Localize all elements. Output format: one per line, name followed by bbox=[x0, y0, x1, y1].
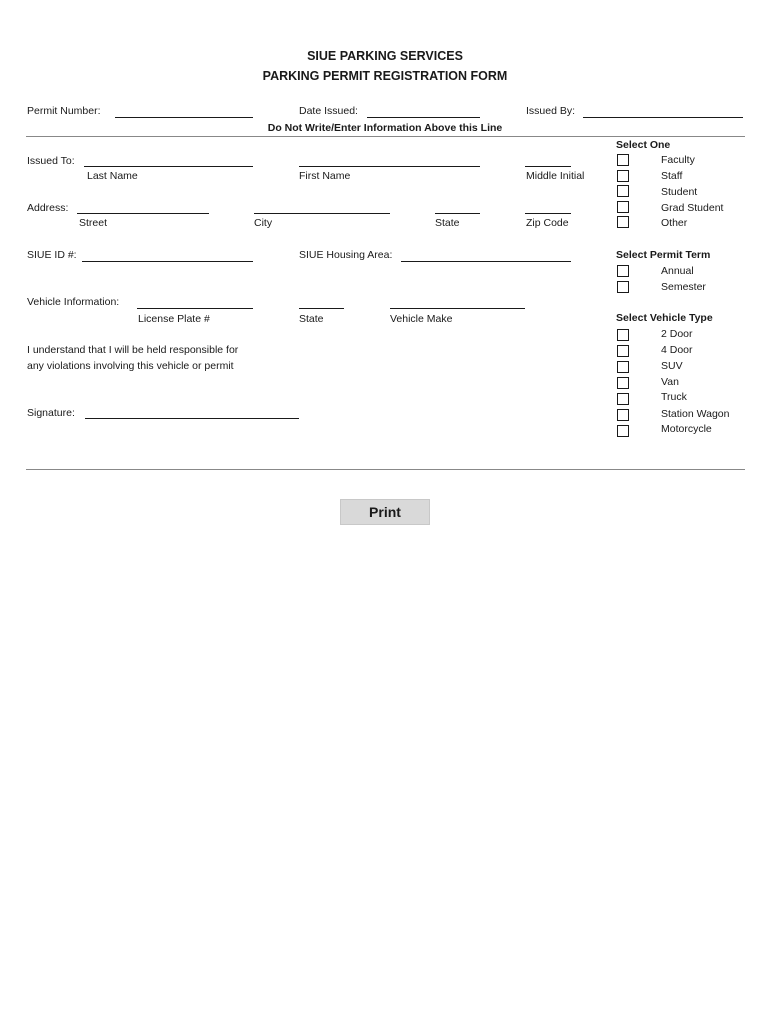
office-use-notice: Do Not Write/Enter Information Above this Line bbox=[267, 122, 503, 134]
date-issued-field[interactable] bbox=[367, 117, 480, 118]
permit-term-heading: Select Permit Term bbox=[616, 249, 711, 261]
issued-by-field[interactable] bbox=[583, 117, 743, 118]
last-name-caption: Last Name bbox=[87, 170, 138, 182]
van-option-label: Van bbox=[661, 376, 679, 388]
org-title: SIUE PARKING SERVICES bbox=[307, 49, 463, 63]
siue-id-field[interactable] bbox=[82, 261, 253, 262]
suv-checkbox[interactable] bbox=[617, 361, 629, 373]
semester-option-label: Semester bbox=[661, 281, 706, 293]
vehicle-info-label: Vehicle Information: bbox=[27, 296, 120, 308]
two-door-checkbox[interactable] bbox=[617, 329, 629, 341]
form-title: PARKING PERMIT REGISTRATION FORM bbox=[262, 69, 508, 83]
annual-checkbox[interactable] bbox=[617, 265, 629, 277]
truck-checkbox[interactable] bbox=[617, 393, 629, 405]
station-wagon-checkbox[interactable] bbox=[617, 409, 629, 421]
grad-student-checkbox[interactable] bbox=[617, 201, 629, 213]
agreement-line-1: I understand that I will be held responsible for bbox=[27, 344, 239, 356]
student-option-label: Student bbox=[661, 186, 698, 198]
address-label: Address: bbox=[27, 202, 69, 214]
annual-option-label: Annual bbox=[661, 265, 694, 277]
vehicle-state-caption: State bbox=[299, 313, 324, 325]
siue-id-label: SIUE ID #: bbox=[27, 249, 77, 261]
state-caption: State bbox=[435, 217, 460, 229]
van-checkbox[interactable] bbox=[617, 377, 629, 389]
truck-option-label: Truck bbox=[661, 391, 687, 403]
first-name-caption: First Name bbox=[299, 170, 351, 182]
city-field[interactable] bbox=[254, 213, 390, 214]
staff-checkbox[interactable] bbox=[617, 170, 629, 182]
four-door-checkbox[interactable] bbox=[617, 345, 629, 357]
suv-option-label: SUV bbox=[661, 360, 683, 372]
semester-checkbox[interactable] bbox=[617, 281, 629, 293]
state-field[interactable] bbox=[435, 213, 480, 214]
license-plate-caption: License Plate # bbox=[138, 313, 210, 325]
date-issued-label: Date Issued: bbox=[299, 105, 358, 117]
select-one-heading: Select One bbox=[616, 139, 671, 151]
housing-area-label: SIUE Housing Area: bbox=[299, 249, 393, 261]
zip-caption: Zip Code bbox=[526, 217, 569, 229]
agreement-line-2: any violations involving this vehicle or permit bbox=[27, 360, 234, 372]
housing-area-field[interactable] bbox=[401, 261, 571, 262]
faculty-checkbox[interactable] bbox=[617, 154, 629, 166]
last-name-field[interactable] bbox=[84, 166, 253, 167]
bottom-divider bbox=[26, 469, 745, 470]
signature-field[interactable] bbox=[85, 418, 299, 419]
zip-field[interactable] bbox=[525, 213, 571, 214]
grad-student-option-label: Grad Student bbox=[661, 202, 724, 214]
staff-option-label: Staff bbox=[661, 170, 683, 182]
street-field[interactable] bbox=[77, 213, 209, 214]
permit-number-field[interactable] bbox=[115, 117, 253, 118]
station-wagon-option-label: Station Wagon bbox=[661, 408, 730, 420]
other-option-label: Other bbox=[661, 217, 688, 229]
motorcycle-option-label: Motorcycle bbox=[661, 423, 712, 435]
vehicle-type-heading: Select Vehicle Type bbox=[616, 312, 713, 324]
issued-to-label: Issued To: bbox=[27, 155, 75, 167]
vehicle-state-field[interactable] bbox=[299, 308, 344, 309]
license-plate-field[interactable] bbox=[137, 308, 253, 309]
print-button[interactable]: Print bbox=[340, 499, 430, 525]
middle-initial-field[interactable] bbox=[525, 166, 571, 167]
vehicle-make-caption: Vehicle Make bbox=[390, 313, 453, 325]
issued-by-label: Issued By: bbox=[526, 105, 576, 117]
middle-initial-caption: Middle Initial bbox=[526, 170, 585, 182]
student-checkbox[interactable] bbox=[617, 185, 629, 197]
permit-number-label: Permit Number: bbox=[27, 105, 101, 117]
office-divider bbox=[26, 136, 745, 137]
signature-label: Signature: bbox=[27, 407, 75, 419]
other-checkbox[interactable] bbox=[617, 216, 629, 228]
street-caption: Street bbox=[79, 217, 108, 229]
two-door-option-label: 2 Door bbox=[661, 328, 693, 340]
city-caption: City bbox=[254, 217, 273, 229]
motorcycle-checkbox[interactable] bbox=[617, 425, 629, 437]
first-name-field[interactable] bbox=[299, 166, 480, 167]
faculty-option-label: Faculty bbox=[661, 154, 695, 166]
vehicle-make-field[interactable] bbox=[390, 308, 525, 309]
four-door-option-label: 4 Door bbox=[661, 344, 693, 356]
